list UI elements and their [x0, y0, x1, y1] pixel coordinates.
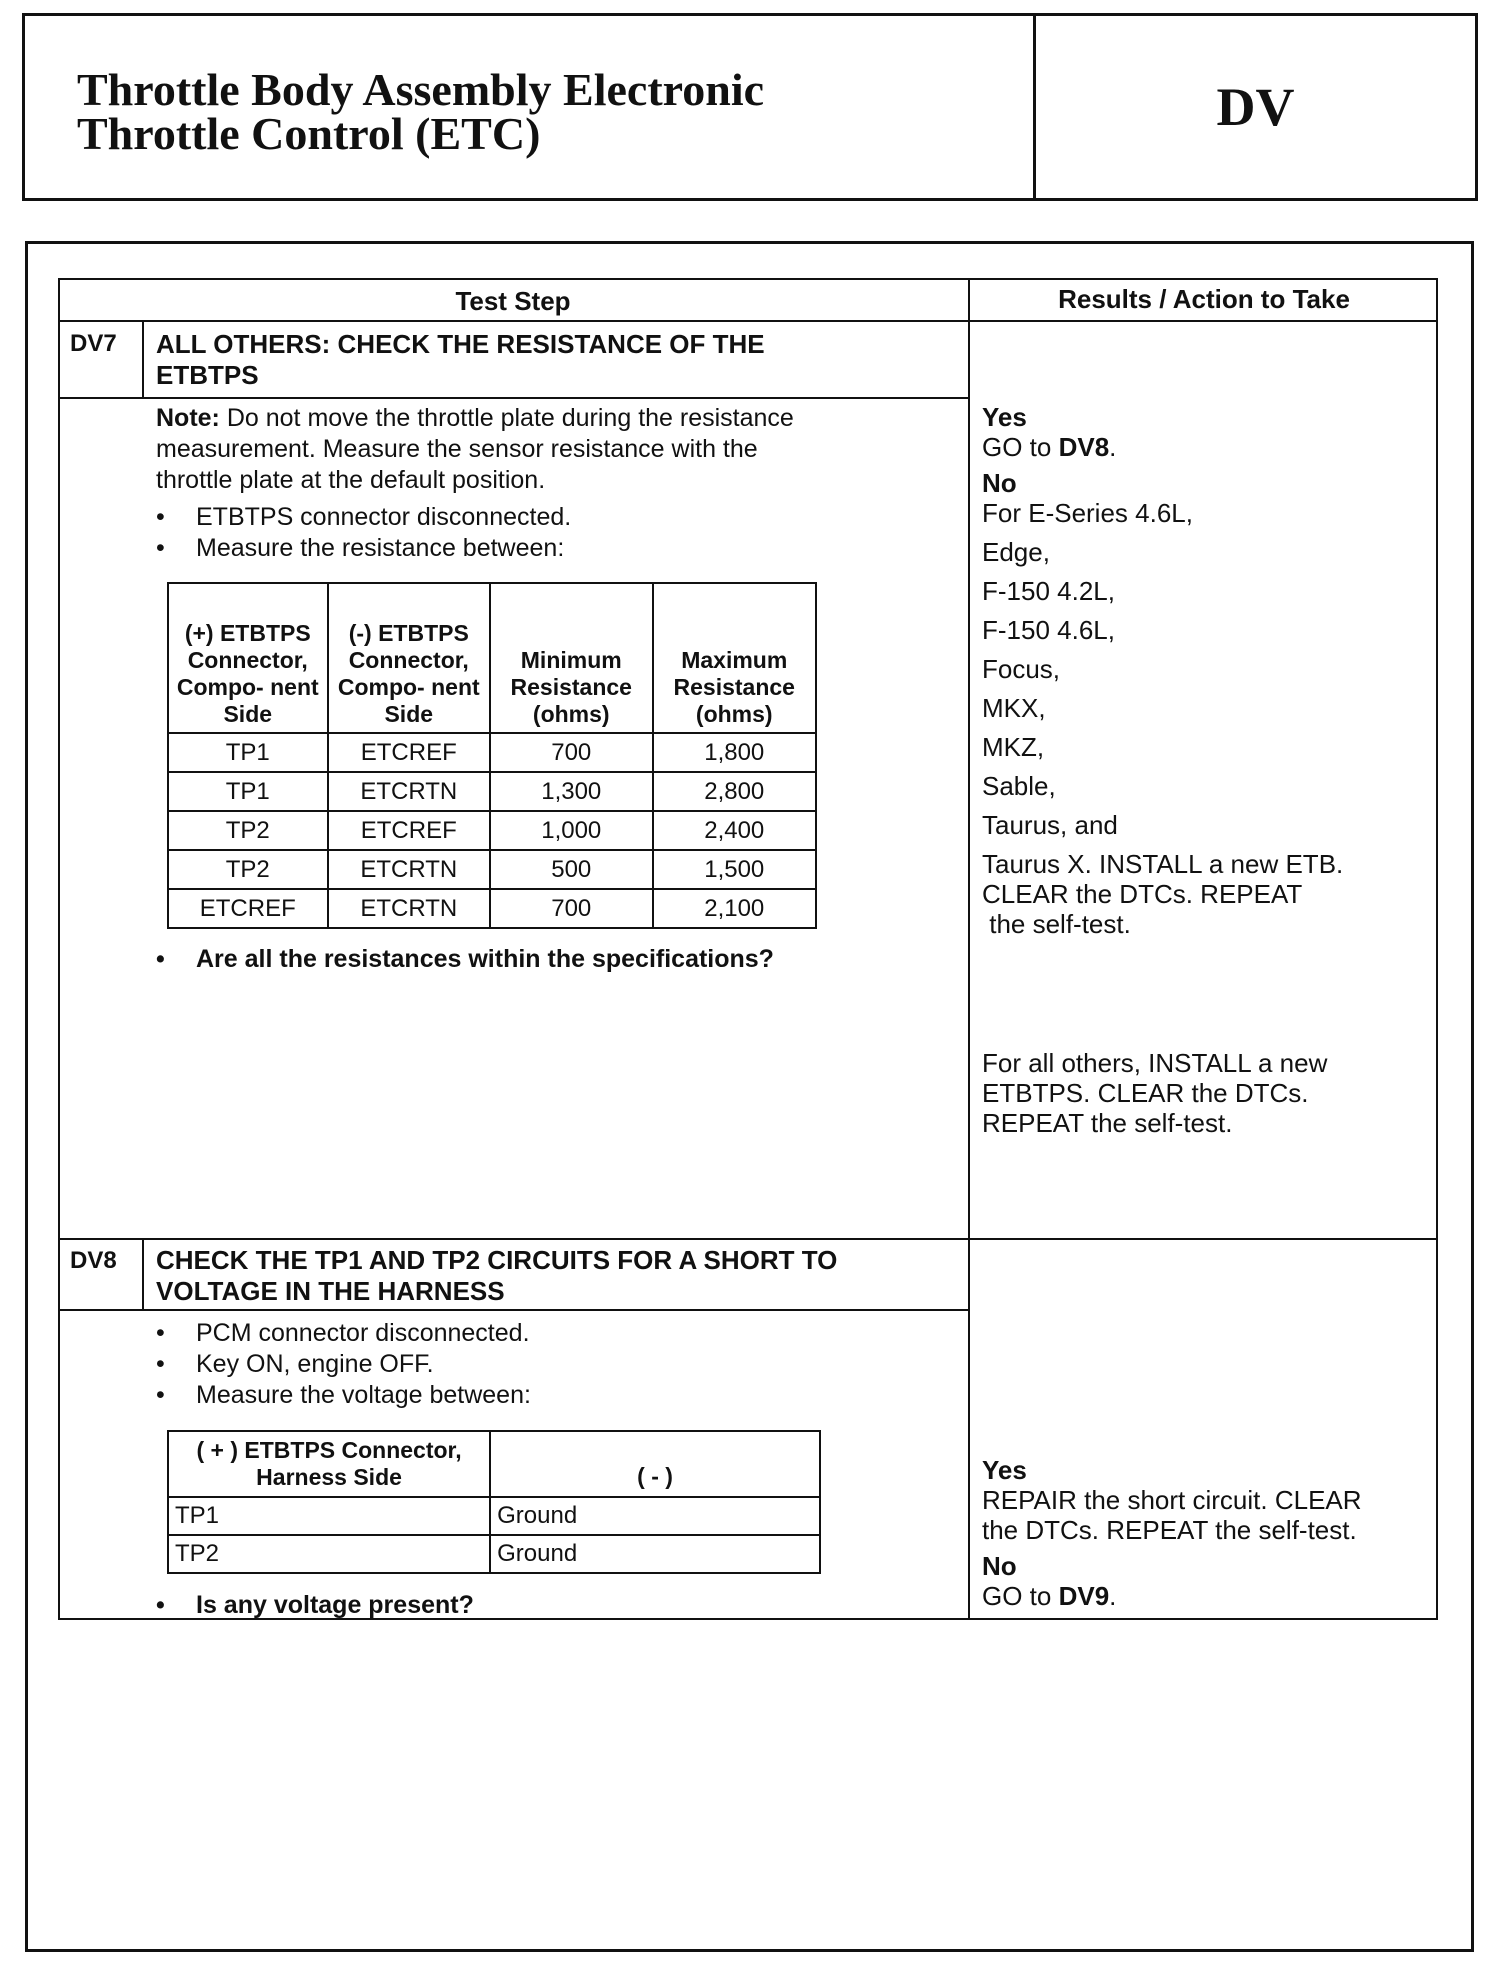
table-cell: 700	[490, 889, 653, 928]
dv7-note-line2: measurement. Measure the sensor resistance with the	[156, 435, 758, 463]
dv7-yes-label: Yes	[982, 402, 1027, 432]
table-cell: TP2	[168, 1535, 490, 1573]
table-cell: ETCREF	[328, 733, 490, 772]
page-title-line2: Throttle Control (ETC)	[77, 108, 541, 159]
table-cell: 1,500	[653, 850, 817, 889]
table-cell: 1,000	[490, 811, 653, 850]
resistance-spec-table	[167, 582, 817, 929]
dv8-title-rule	[58, 1309, 968, 1311]
dv7-no-line: Sable,	[982, 771, 1056, 801]
voltage-check-table	[167, 1430, 821, 1574]
dv8-top-rule	[58, 1238, 1438, 1240]
dv7-no-line: Taurus X. INSTALL a new ETB.	[982, 849, 1344, 879]
dv8-step-id: DV8	[70, 1247, 117, 1274]
dv7-title-line1: ALL OTHERS: CHECK THE RESISTANCE OF THE	[156, 329, 765, 359]
dv7-results: Yes GO to DV8. No For E-Series 4.6L, Edge, F-150 4.2L, F-150 4.6L, Focus, MKX, MKZ, Sable, Taurus, and Taurus X. INSTALL a new ETB. CLEAR the DTCs. REPEAT the self-test.	[982, 402, 1344, 939]
col-header-test-step: Test Step	[455, 286, 571, 316]
dv8-yes-line: REPAIR the short circuit. CLEAR	[982, 1485, 1362, 1515]
table-row	[168, 850, 816, 889]
dv7-yes-target: DV8	[1058, 432, 1110, 462]
table-cell: ETCREF	[328, 811, 490, 850]
table-cell: 1,800	[653, 733, 817, 772]
dv7-no-label: No	[982, 468, 1017, 498]
section-code: DV	[1216, 77, 1295, 137]
table-cell: ETCREF	[168, 889, 328, 928]
dv7-note-label: Note:	[156, 404, 220, 432]
dv7-no-line: For E-Series 4.6L,	[982, 498, 1193, 528]
dv7-no-line: MKZ,	[982, 732, 1045, 762]
dv8-id-divider	[142, 1238, 144, 1310]
dv8-yes-label: Yes	[982, 1455, 1027, 1485]
table-cell: ETCRTN	[328, 889, 490, 928]
table-cell: 2,400	[653, 811, 817, 850]
table-row	[168, 733, 816, 772]
dv7-id-divider	[142, 320, 144, 398]
dv7-title-rule	[58, 397, 968, 399]
dv8-no-target: DV9	[1058, 1581, 1110, 1611]
table-cell: TP2	[168, 850, 328, 889]
dv7-others-action	[982, 1048, 1327, 1138]
table-cell: TP1	[168, 772, 328, 811]
table-cell: TP1	[168, 1497, 490, 1535]
table-cell: ETCRTN	[328, 772, 490, 811]
dv7-step-id: DV7	[70, 330, 117, 357]
header-rule	[58, 320, 1438, 322]
dv7-no-line: Edge,	[982, 537, 1050, 567]
table-cell: Ground	[490, 1535, 820, 1573]
dv8-step-title	[156, 1245, 837, 1307]
dv8-yes-line: the DTCs. REPEAT the self-test.	[982, 1515, 1357, 1545]
table-row	[168, 1497, 820, 1535]
spec-header-min: Minimum Resistance (ohms)	[490, 583, 653, 733]
dv7-yes-text: GO to	[982, 432, 1059, 462]
dv7-no-line: MKX,	[982, 693, 1046, 723]
dv7-note-line1: Do not move the throttle plate during the resistance	[219, 404, 794, 432]
volt-header-negative: ( - )	[490, 1431, 820, 1497]
dv7-no-line: Focus,	[982, 654, 1061, 684]
table-row	[168, 811, 816, 850]
dv7-note-line3: throttle plate at the default position.	[156, 466, 546, 494]
col-header-results: Results / Action to Take	[1058, 284, 1350, 314]
spec-header-negative: (-) ETBTPS Connector, Compo- nent Side	[328, 583, 490, 733]
dv7-no-line: CLEAR the DTCs. REPEAT	[982, 879, 1303, 909]
spec-header-positive: (+) ETBTPS Connector, Compo- nent Side	[168, 583, 328, 733]
table-cell: ETCRTN	[328, 850, 490, 889]
dv7-no-line: F-150 4.6L,	[982, 615, 1115, 645]
dv7-no-line: F-150 4.2L,	[982, 576, 1115, 606]
dv7-others-line: For all others, INSTALL a new	[982, 1048, 1328, 1078]
dv7-others-line: REPEAT the self-test.	[982, 1108, 1233, 1138]
table-cell: 2,800	[653, 772, 817, 811]
table-row	[168, 1535, 820, 1573]
spec-header-max: Maximum Resistance (ohms)	[653, 583, 817, 733]
table-cell: 2,100	[653, 889, 817, 928]
dv7-no-line: Taurus, and	[982, 810, 1118, 840]
table-cell: 500	[490, 850, 653, 889]
table-row	[168, 772, 816, 811]
dv7-no-line: the self-test.	[982, 909, 1131, 939]
dv8-no-text: GO to	[982, 1581, 1059, 1611]
table-row	[168, 889, 816, 928]
dv8-title-line2: VOLTAGE IN THE HARNESS	[156, 1276, 505, 1306]
dv8-title-line1: CHECK THE TP1 AND TP2 CIRCUITS FOR A SHORT TO	[156, 1245, 838, 1275]
table-cell: Ground	[490, 1497, 820, 1535]
table-cell: 700	[490, 733, 653, 772]
dv7-step-title	[156, 329, 765, 391]
page-title-line1: Throttle Body Assembly Electronic	[77, 64, 765, 115]
column-divider	[968, 278, 970, 1620]
page-title	[77, 64, 1037, 159]
dv8-no-label: No	[982, 1551, 1017, 1581]
table-cell: TP1	[168, 733, 328, 772]
table-cell: 1,300	[490, 772, 653, 811]
dv7-title-line2: ETBTPS	[156, 360, 259, 390]
dv8-results: Yes REPAIR the short circuit. CLEAR the DTCs. REPEAT the self-test. No GO to DV9.	[982, 1455, 1362, 1611]
volt-header-positive: ( + ) ETBTPS Connector, Harness Side	[168, 1431, 490, 1497]
page-header	[22, 13, 1478, 201]
dv7-note	[156, 403, 794, 496]
dv7-others-line: ETBTPS. CLEAR the DTCs.	[982, 1078, 1309, 1108]
table-cell: TP2	[168, 811, 328, 850]
